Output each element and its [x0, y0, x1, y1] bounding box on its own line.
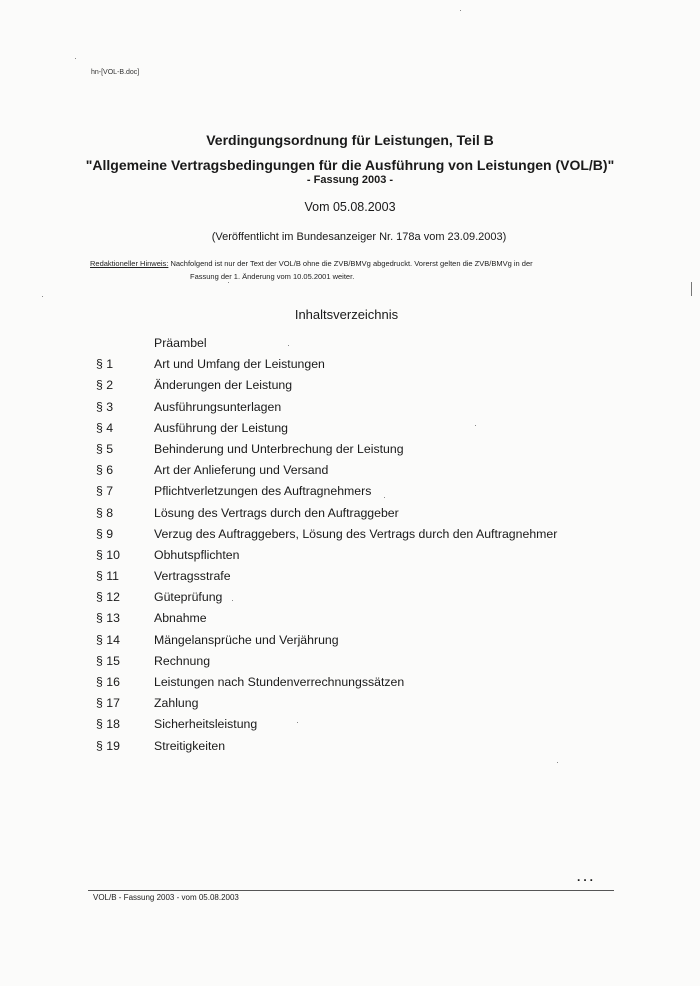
toc-entry-title: Güteprüfung [154, 590, 223, 605]
toc-entry-title: Pflichtverletzungen des Auftragnehmers [154, 484, 372, 499]
toc-entry-number: § 3 [96, 399, 114, 414]
toc-entry-number: § 19 [96, 738, 120, 753]
toc-entry [96, 736, 616, 757]
toc-entry [96, 672, 616, 693]
toc-entry-number: § 12 [96, 590, 120, 605]
toc-entry [96, 693, 616, 714]
toc-entry [96, 714, 616, 735]
file-name: hn-[VOL-B.doc] [91, 69, 140, 76]
toc-entry [96, 460, 616, 481]
toc-heading: Inhaltsverzeichnis [294, 307, 399, 322]
toc-entry-number: § 1 [96, 357, 114, 372]
scan-speck [75, 58, 76, 59]
toc-entry [96, 651, 616, 672]
toc-entry [96, 354, 616, 375]
toc-entry [96, 545, 616, 566]
continuation-dots: ... [577, 870, 597, 884]
toc-entry-number: § 11 [96, 569, 120, 584]
toc-entry-title: Änderungen der Leistung [154, 378, 293, 393]
toc-entry-number: § 2 [96, 378, 114, 393]
toc-entry [96, 333, 616, 354]
document-date: Vom 05.08.2003 [304, 200, 396, 214]
scan-speck [42, 296, 43, 297]
scan-speck [475, 425, 476, 426]
document-subtitle: "Allgemeine Vertragsbedingungen für die Ausführung von Leistungen (VOL/B)" [85, 157, 615, 173]
toc-entry-title: Lösung des Vertrags durch den Auftraggeber [154, 505, 399, 520]
scan-speck [460, 10, 461, 11]
footer-divider [88, 890, 614, 891]
scan-speck [297, 722, 298, 723]
scan-speck [232, 600, 233, 601]
toc-entry-number: § 6 [96, 463, 114, 478]
footer-text: VOL/B - Fassung 2003 - vom 05.08.2003 [93, 893, 239, 902]
scan-speck [288, 345, 289, 346]
toc-entry [96, 587, 616, 608]
editorial-note-label: Redaktioneller Hinweis: [90, 259, 169, 268]
toc-entry-number: § 4 [96, 420, 114, 435]
toc-entry-title: Streitigkeiten [154, 738, 226, 753]
editorial-note [90, 257, 630, 283]
toc-entry-title: Zahlung [154, 696, 199, 711]
document-version: - Fassung 2003 - [306, 174, 394, 186]
toc-entry-number: § 5 [96, 441, 114, 456]
editorial-note-line2: Fassung der 1. Änderung vom 10.05.2001 weiter. [190, 272, 355, 281]
toc-entry [96, 524, 616, 545]
toc-entry-title: Sicherheitsleistung [154, 717, 258, 732]
toc-entry [96, 608, 616, 629]
toc-entry [96, 481, 616, 502]
toc-entry-title: Ausführungsunterlagen [154, 399, 282, 414]
toc-entry-number: § 9 [96, 526, 114, 541]
toc-entry-title: Rechnung [154, 653, 211, 668]
toc-entry-number: § 17 [96, 696, 120, 711]
toc-entry-title: Verzug des Auftraggebers, Lösung des Vertrags durch den Auftragnehmer [154, 526, 558, 541]
toc-entry [96, 375, 616, 396]
scan-speck [228, 282, 229, 283]
toc-entry-title: Behinderung und Unterbrechung der Leistung [154, 441, 404, 456]
toc-entry-title: Vertragsstrafe [154, 569, 231, 584]
publication-note: (Veröffentlicht im Bundesanzeiger Nr. 178a vom 23.09.2003) [211, 231, 507, 243]
toc-entry-title: Art und Umfang der Leistungen [154, 357, 325, 372]
toc-entry [96, 566, 616, 587]
toc-entry-title: Präambel [154, 336, 207, 350]
toc-entry [96, 503, 616, 524]
toc-entry-number: § 13 [96, 611, 120, 626]
toc-entry-number: § 16 [96, 675, 120, 689]
toc-entry-number: § 14 [96, 632, 120, 647]
toc-entry [96, 397, 616, 418]
table-of-contents [96, 333, 616, 757]
toc-entry [96, 439, 616, 460]
toc-entry-number: § 8 [96, 505, 114, 520]
margin-mark [691, 282, 692, 296]
toc-entry-title: Obhutspflichten [154, 547, 240, 562]
toc-entry-title: Leistungen nach Stundenverrechnungssätzen [154, 675, 405, 689]
document-title: Verdingungsordnung für Leistungen, Teil B [206, 132, 494, 148]
toc-entry-title: Art der Anlieferung und Versand [154, 463, 329, 478]
toc-entry-number: § 15 [96, 653, 120, 668]
scan-speck [557, 762, 558, 763]
toc-entry-title: Abnahme [154, 611, 207, 626]
toc-entry [96, 630, 616, 651]
toc-entry-number: § 18 [96, 717, 120, 732]
editorial-note-line1: Nachfolgend ist nur der Text der VOL/B ohne die ZVB/BMVg abgedruckt. Vorerst gelten die ZVB/BMVg in der [170, 259, 533, 268]
toc-entry [96, 418, 616, 439]
toc-entry-number: § 10 [96, 547, 120, 562]
scan-speck [384, 497, 385, 498]
toc-entry-title: Mängelansprüche und Verjährung [154, 632, 339, 647]
toc-entry-number: § 7 [96, 484, 114, 499]
toc-entry-title: Ausführung der Leistung [154, 420, 288, 435]
